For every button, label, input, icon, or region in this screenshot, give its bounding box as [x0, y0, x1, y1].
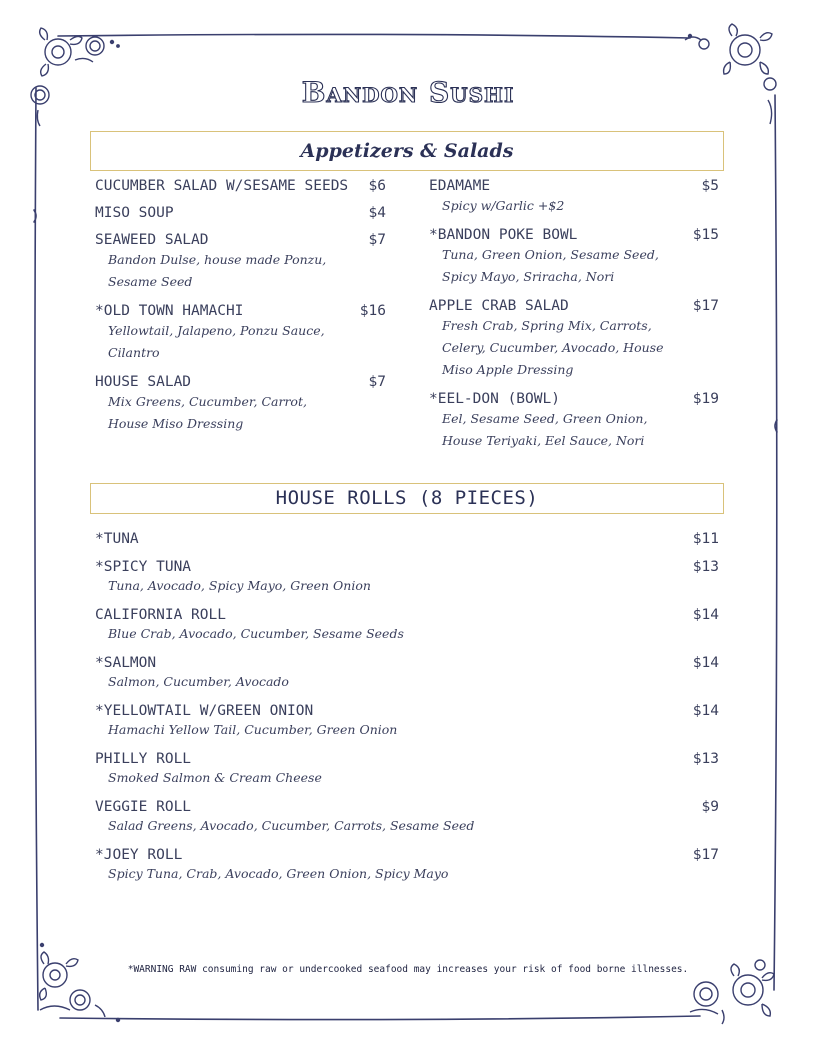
- item-description: Tuna, Green Onion, Sesame Seed, Spicy Mayo, Sriracha, Nori: [442, 247, 659, 284]
- menu-item: [95, 799, 719, 836]
- house-rolls-heading: HOUSE ROLLS (8 PIECES): [275, 487, 539, 509]
- item-name: *TUNA: [95, 531, 139, 547]
- menu-item: [95, 232, 386, 293]
- item-description: Smoked Salmon & Cream Cheese: [108, 770, 322, 785]
- raw-food-warning: *WARNING RAW consuming raw or undercooked seafood may increases your risk of food borne illnesses.: [127, 964, 689, 975]
- floral-corner-icon: [685, 24, 776, 124]
- item-name: MISO SOUP: [95, 205, 174, 221]
- item-price: $17: [692, 847, 719, 863]
- item-description: Salad Greens, Avocado, Cucumber, Carrots, Sesame Seed: [108, 818, 475, 833]
- menu-item: [429, 298, 719, 381]
- item-name: CUCUMBER SALAD W/SESAME SEEDS: [95, 178, 349, 194]
- item-description: Fresh Crab, Spring Mix, Carrots, Celery, Cucumber, Avocado, House Miso Apple Dressing: [442, 318, 664, 377]
- item-price: $7: [368, 232, 386, 248]
- item-name: *EEL-DON (BOWL): [429, 391, 560, 407]
- item-name: CALIFORNIA ROLL: [95, 607, 226, 623]
- item-price: $11: [692, 531, 719, 547]
- item-price: $19: [692, 391, 719, 407]
- item-name: APPLE CRAB SALAD: [429, 298, 569, 314]
- menu-item: [429, 178, 719, 217]
- item-description: Blue Crab, Avocado, Cucumber, Sesame Seeds: [108, 626, 404, 641]
- item-price: $13: [692, 559, 719, 575]
- menu-item: [95, 703, 719, 740]
- appetizers-banner: [90, 131, 724, 171]
- item-description: Spicy Tuna, Crab, Avocado, Green Onion, Spicy Mayo: [108, 866, 449, 881]
- item-name: *SALMON: [95, 655, 157, 671]
- menu-item: [95, 559, 719, 596]
- page-title: Bandon Sushi: [301, 76, 515, 109]
- item-name: VEGGIE ROLL: [95, 799, 192, 815]
- item-description: Mix Greens, Cucumber, Carrot, House Miso Dressing: [108, 394, 307, 431]
- item-name: *YELLOWTAIL W/GREEN ONION: [95, 703, 314, 719]
- item-name: PHILLY ROLL: [95, 751, 192, 767]
- item-description: Salmon, Cucumber, Avocado: [108, 674, 289, 689]
- item-description: Tuna, Avocado, Spicy Mayo, Green Onion: [108, 578, 371, 593]
- menu-item: [95, 205, 386, 222]
- item-price: $9: [701, 799, 719, 815]
- floral-corner-icon: [690, 960, 774, 1024]
- appetizers-right-column: [429, 178, 719, 462]
- menu-item: [429, 227, 719, 288]
- house-rolls-list: [95, 531, 719, 895]
- item-name: HOUSE SALAD: [95, 374, 192, 390]
- item-price: $14: [692, 655, 719, 671]
- item-description: Hamachi Yellow Tail, Cucumber, Green Onion: [108, 722, 398, 737]
- menu-item: [95, 178, 386, 195]
- menu-item: [95, 655, 719, 692]
- item-price: $15: [692, 227, 719, 243]
- item-name: *SPICY TUNA: [95, 559, 192, 575]
- menu-item: [95, 374, 386, 435]
- item-price: $14: [692, 607, 719, 623]
- item-price: $13: [692, 751, 719, 767]
- menu-item: [95, 303, 386, 364]
- item-price: $5: [701, 178, 719, 194]
- item-description: Eel, Sesame Seed, Green Onion, House Teriyaki, Eel Sauce, Nori: [442, 411, 648, 448]
- item-price: $14: [692, 703, 719, 719]
- item-description: Bandon Dulse, house made Ponzu, Sesame Seed: [108, 252, 327, 289]
- menu-item: [95, 607, 719, 644]
- item-price: $4: [368, 205, 386, 221]
- item-name: SEAWEED SALAD: [95, 232, 209, 248]
- item-description: Yellowtail, Jalapeno, Ponzu Sauce, Cilantro: [108, 323, 325, 360]
- item-name: EDAMAME: [429, 178, 491, 194]
- item-price: $17: [692, 298, 719, 314]
- item-description: Spicy w/Garlic +$2: [442, 198, 565, 213]
- menu-item: [95, 847, 719, 884]
- item-price: $7: [368, 374, 386, 390]
- item-price: $16: [359, 303, 386, 319]
- menu-item: [429, 391, 719, 452]
- appetizers-heading: Appetizers & Salads: [300, 140, 514, 162]
- menu-item: [95, 531, 719, 548]
- floral-corner-icon: [40, 944, 120, 1022]
- item-name: *BANDON POKE BOWL: [429, 227, 578, 243]
- house-rolls-banner: [90, 483, 724, 514]
- item-price: $6: [368, 178, 386, 194]
- menu-item: [95, 751, 719, 788]
- item-name: *JOEY ROLL: [95, 847, 183, 863]
- item-name: *OLD TOWN HAMACHI: [95, 303, 244, 319]
- appetizers-left-column: [95, 178, 386, 445]
